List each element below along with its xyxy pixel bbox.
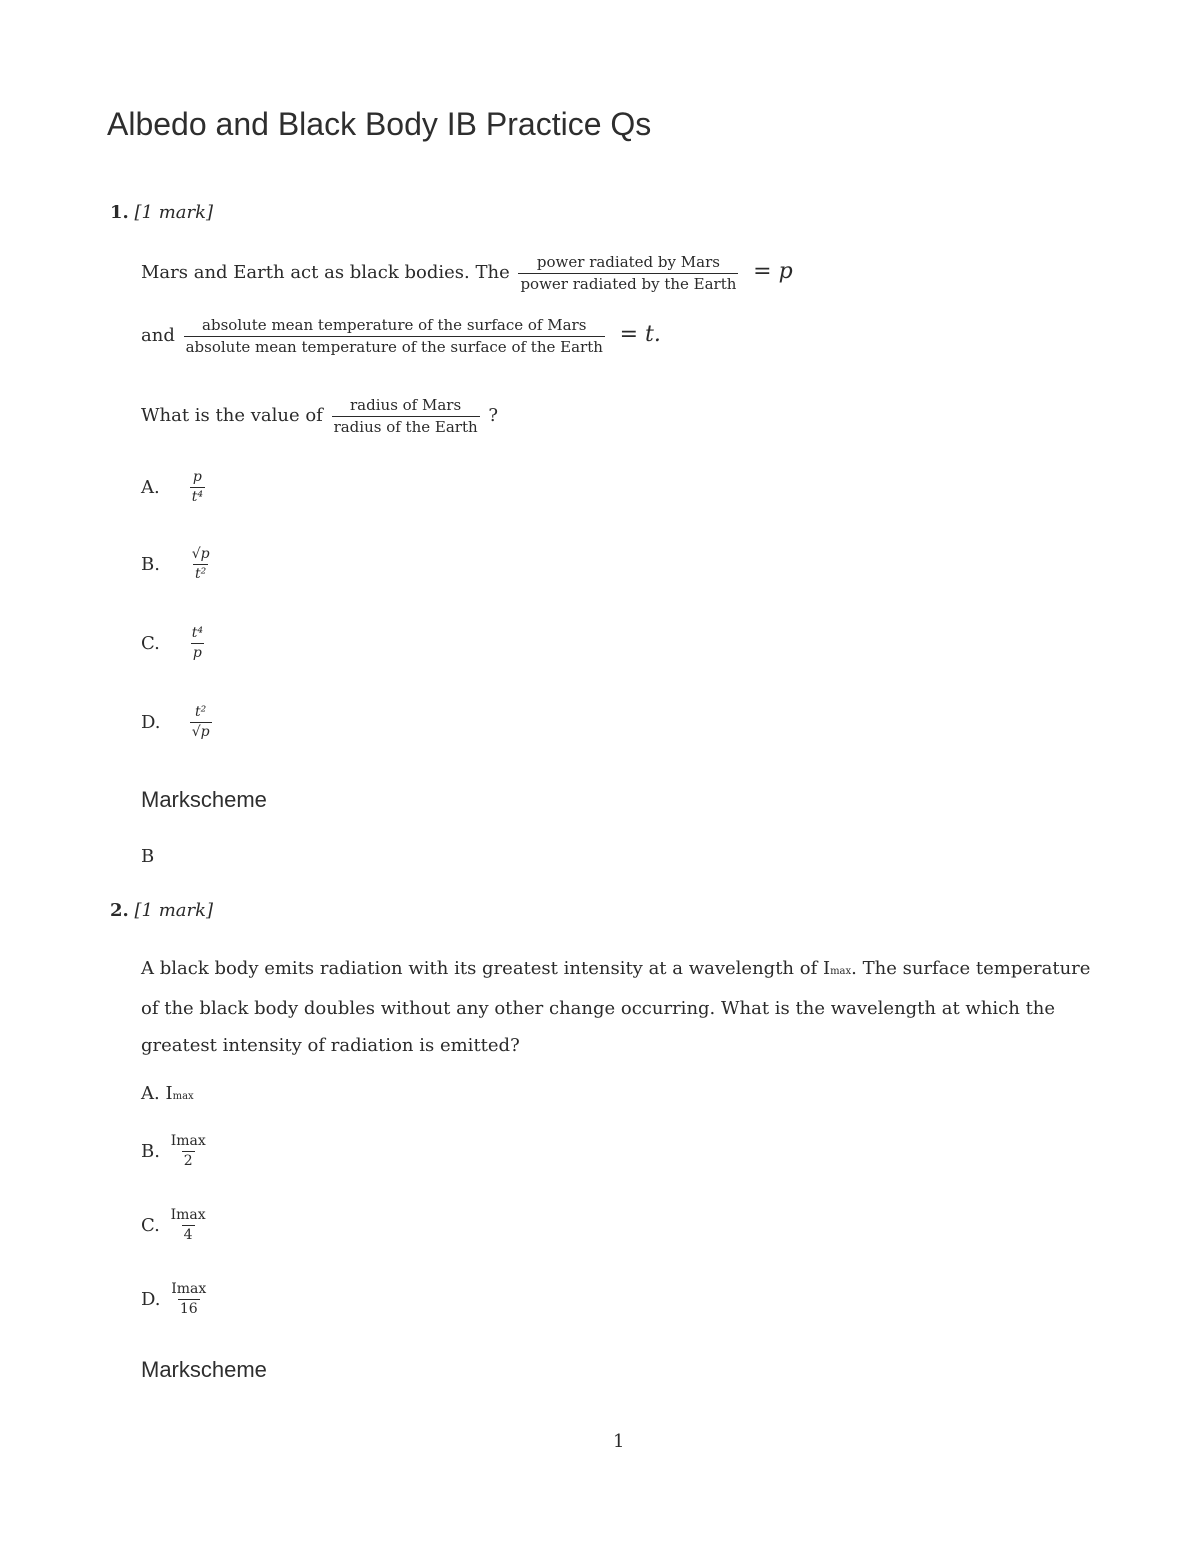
- fraction-power-ratio: [518, 254, 738, 292]
- fraction-numerator: Imax: [170, 1133, 206, 1149]
- fraction-numerator: t²: [195, 704, 207, 720]
- question-number: 2.: [110, 900, 129, 921]
- q1-line-1: [141, 254, 793, 292]
- option-label: C.: [141, 1214, 160, 1236]
- q1-question: [141, 397, 498, 435]
- q1-option-a: [141, 470, 208, 506]
- q2-option-b: [141, 1134, 211, 1170]
- option-fraction: [190, 626, 205, 662]
- option-value: I: [165, 1083, 173, 1104]
- fraction-numerator: p: [192, 469, 202, 485]
- q2-option-d: [141, 1282, 211, 1318]
- fraction-numerator: absolute mean temperature of the surface of Mars: [202, 316, 587, 334]
- fraction-denominator: 16: [179, 1301, 198, 1318]
- q1-markscheme-answer: B: [141, 846, 155, 867]
- fraction-denominator: power radiated by the Earth: [520, 274, 737, 293]
- fraction-denominator: radius of the Earth: [333, 417, 478, 436]
- question-1-header: [110, 202, 213, 223]
- fraction-denominator: absolute mean temperature of the surface of the Earth: [185, 337, 603, 356]
- option-label: A.: [141, 476, 160, 498]
- q1-option-d: [141, 705, 215, 741]
- option-label: D.: [141, 1288, 161, 1310]
- fraction-numerator: radius of Mars: [350, 396, 462, 414]
- q2-question-text: [141, 950, 1101, 1064]
- q1-option-b: [141, 547, 215, 583]
- q2-text-part-a: A black body emits radiation with its greatest intensity at a wavelength of I: [141, 958, 831, 979]
- question-number: 1.: [110, 202, 129, 223]
- option-fraction: [190, 470, 205, 506]
- fraction-numerator: Imax: [170, 1207, 206, 1223]
- option-label: B.: [141, 1140, 160, 1162]
- q2-markscheme-heading: Markscheme: [141, 1357, 267, 1382]
- q1-markscheme-heading: Markscheme: [141, 787, 267, 812]
- fraction-denominator: 4: [183, 1227, 193, 1244]
- q2-option-c: [141, 1208, 211, 1244]
- option-subscript: max: [172, 1091, 194, 1102]
- fraction-denominator: p: [192, 645, 202, 662]
- fraction-temperature-ratio: [184, 317, 605, 355]
- q1-line-1-text: Mars and Earth act as black bodies. The: [141, 262, 510, 283]
- fraction-radius-ratio: [332, 397, 480, 435]
- option-fraction: [169, 1134, 208, 1170]
- q2-text-subscript: max: [830, 966, 852, 977]
- option-fraction: [169, 1282, 208, 1318]
- question-2-header: [110, 900, 213, 921]
- page-number: 1: [613, 1431, 625, 1452]
- equals-p: = p: [753, 259, 793, 284]
- equals-t: = t.: [619, 322, 661, 347]
- option-label: B.: [141, 553, 160, 575]
- fraction-denominator: t²: [195, 566, 207, 583]
- option-fraction: [190, 705, 212, 741]
- question-marks: [1 mark]: [134, 202, 214, 223]
- question-marks: [1 mark]: [134, 900, 214, 921]
- option-fraction: [169, 1208, 208, 1244]
- fraction-numerator: t⁴: [191, 625, 203, 641]
- fraction-denominator: t⁴: [191, 489, 203, 506]
- fraction-numerator: power radiated by Mars: [536, 253, 720, 271]
- q1-option-c: [141, 626, 208, 662]
- fraction-denominator: √p: [191, 724, 210, 741]
- question-mark: ?: [488, 405, 499, 426]
- q1-question-text: What is the value of: [141, 405, 323, 426]
- q1-line-2-and: and: [141, 325, 175, 346]
- q1-line-2: [141, 317, 661, 355]
- q2-option-a: [141, 1083, 194, 1104]
- fraction-denominator: 2: [183, 1153, 193, 1170]
- option-fraction: [190, 547, 212, 583]
- fraction-numerator: √p: [191, 546, 210, 562]
- option-label: C.: [141, 632, 160, 654]
- option-label: A.: [141, 1083, 160, 1104]
- fraction-numerator: Imax: [171, 1281, 207, 1297]
- q2-text-part-b: . The surface temperature of the black body doubles without any other change occurring. What is the wavelength at which the greatest intensity of radiation is emitted?: [141, 958, 1091, 1056]
- page-title: Albedo and Black Body IB Practice Qs: [107, 106, 652, 142]
- option-label: D.: [141, 711, 161, 733]
